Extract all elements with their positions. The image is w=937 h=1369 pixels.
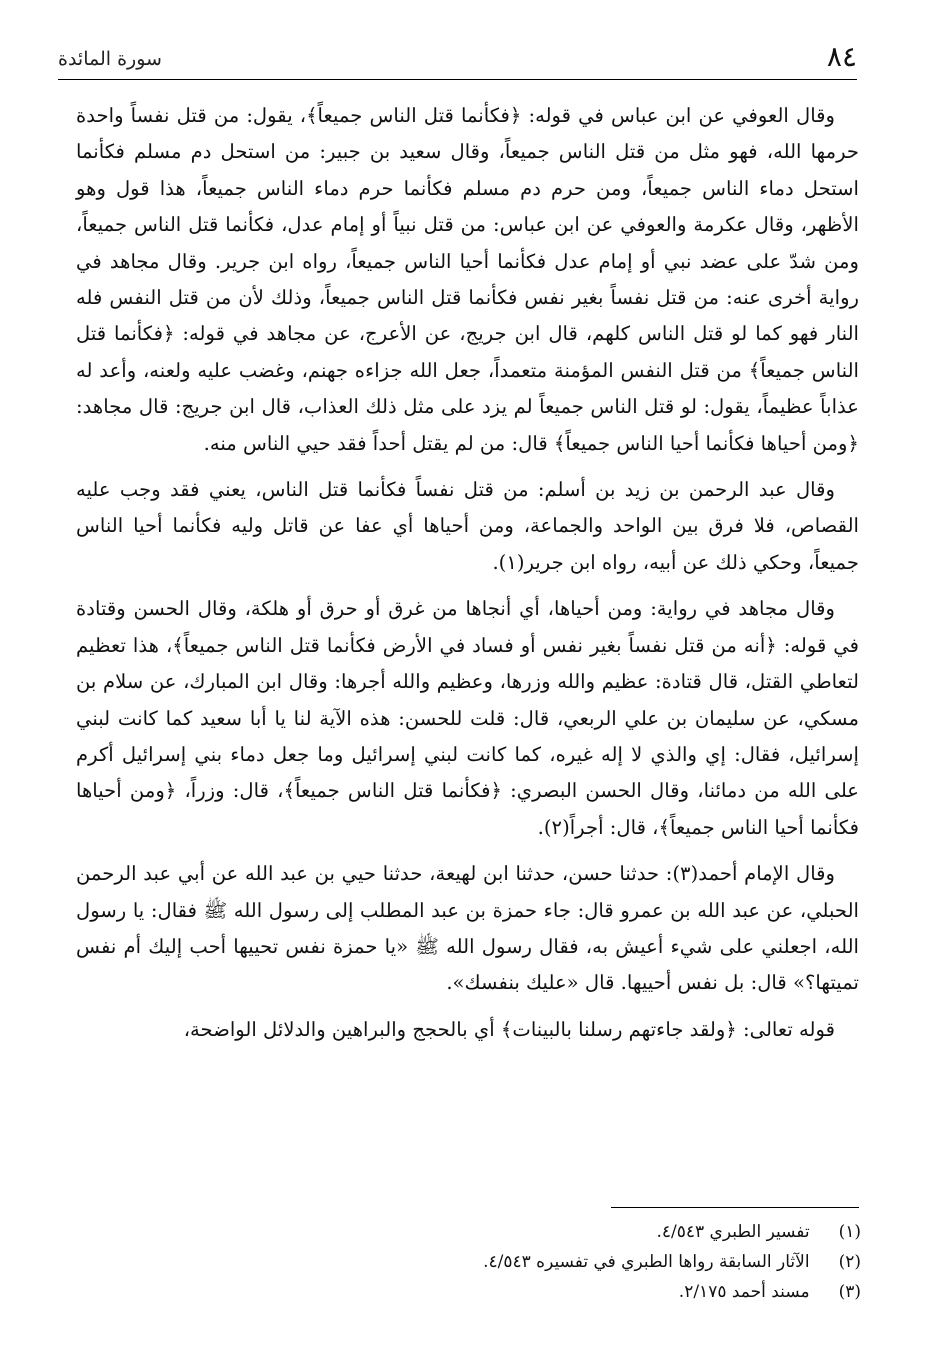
footnote-text: تفسير الطبري ٤/٥٤٣. bbox=[656, 1222, 810, 1242]
footnotes bbox=[76, 1217, 861, 1307]
paragraph-3: وقال مجاهد في رواية: ومن أحياها، أي أنجاها من غرق أو حرق أو هلكة، وقال الحسن وقتادة في قوله: ﴿أنه من قتل نفساً بغير نفس أو فساد في الأرض فكأنما قتل الناس جميعاً﴾، هذا تعظيم لتعاطي القتل، قال قتادة: عظيم والله وزرها، وعظيم والله أجرها: وقال ابن المبارك، عن سلام بن مسكي، عن سليمان بن علي الربعي، قال: قلت للحسن: هذه الآية لنا يا أبا سعيد كما كانت لبني إسرائيل، فقال: إي والذي لا إله غيره، كما كانت لبني إسرائيل وما جعل دماء بني إسرائيل أكرم على الله من دمائنا، وقال الحسن البصري: ﴿فكأنما قتل الناس جميعاً﴾، قال: وزراً، ﴿ومن أحياها فكأنما أحيا الناس جميعاً﴾، قال: أجراً(٢). bbox=[76, 597, 859, 839]
page-number: ٨٤ bbox=[826, 40, 857, 73]
paragraph-5: قوله تعالى: ﴿ولقد جاءتهم رسلنا بالبينات﴾ أي بالحجج والبراهين والدلائل الواضحة، bbox=[183, 1017, 835, 1041]
footnote-number: (٢) bbox=[838, 1252, 861, 1272]
paragraph-1: وقال العوفي عن ابن عباس في قوله: ﴿فكأنما قتل الناس جميعاً﴾، يقول: من قتل نفساً واحدة حرمها الله، فهو مثل من قتل الناس جميعاً، وقال سعيد بن جبير: من استحل دم مسلم فكأنما استحل دماء الناس جميعاً، ومن حرم دم مسلم فكأنما حرم دماء الناس جميعاً، هذا قول وهو الأظهر، وقال عكرمة والعوفي عن ابن عباس: من قتل نبياً أو إمام عدل، فكأنما قتل الناس جميعاً، ومن شدّ على عضد نبي أو إمام عدل فكأنما أحيا الناس جميعاً، رواه ابن جرير. وقال مجاهد في رواية أخرى عنه: من قتل نفساً بغير نفس فكأنما قتل الناس جميعاً، وذلك لأن من قتل النفس فله النار فهو كما لو قتل الناس كلهم، قال ابن جريج، عن الأعرج، عن مجاهد في قوله: ﴿فكأنما قتل الناس جميعاً﴾ من قتل النفس المؤمنة متعمداً، جعل الله جزاءه جهنم، وغضب عليه ولعنه، وأعد له عذاباً عظيماً، يقول: لو قتل الناس جميعاً لم يزد على مثل ذلك العذاب، قال ابن جريج: قال مجاهد: ﴿ومن أحياها فكأنما أحيا الناس جميعاً﴾ قال: من لم يقتل أحداً فقد حيي الناس منه. bbox=[76, 104, 859, 455]
footnote-number: (١) bbox=[838, 1222, 861, 1242]
footnote-divider bbox=[611, 1207, 859, 1208]
footnote-text: الآثار السابقة رواها الطبري في تفسيره ٤/٥٤٣. bbox=[483, 1252, 810, 1272]
footnote-item bbox=[76, 1277, 861, 1307]
header-divider bbox=[58, 79, 857, 80]
paragraph-2: وقال عبد الرحمن بن زيد بن أسلم: من قتل نفساً فكأنما قتل الناس، يعني فقد وجب عليه القصاص، فلا فرق بين الواحد والجماعة، ومن أحياها أي عفا عن قاتل وليه فكأنما أحيا الناس جميعاً، وحكي ذلك عن أبيه، رواه ابن جرير(١). bbox=[76, 478, 859, 574]
footnote-number: (٣) bbox=[838, 1282, 861, 1302]
surah-title: سورة المائدة bbox=[58, 48, 162, 70]
footnote-item bbox=[76, 1247, 861, 1277]
paragraph-4: وقال الإمام أحمد(٣): حدثنا حسن، حدثنا ابن لهيعة، حدثنا حيي بن عبد الله عن أبي عبد الرحمن الحبلي، عن عبد الله بن عمرو قال: جاء حمزة بن عبد المطلب إلى رسول الله ﷺ فقال: يا رسول الله، اجعلني على شيء أعيش به، فقال رسول الله ﷺ «يا حمزة نفس تحييها أحب إليك أم نفس تميتها؟» قال: بل نفس أحييها. قال «عليك بنفسك». bbox=[76, 862, 859, 995]
running-header bbox=[58, 38, 857, 80]
main-text bbox=[76, 98, 859, 1048]
footnote-text: مسند أحمد ٢/١٧٥. bbox=[678, 1282, 810, 1302]
footnote-item bbox=[76, 1217, 861, 1247]
